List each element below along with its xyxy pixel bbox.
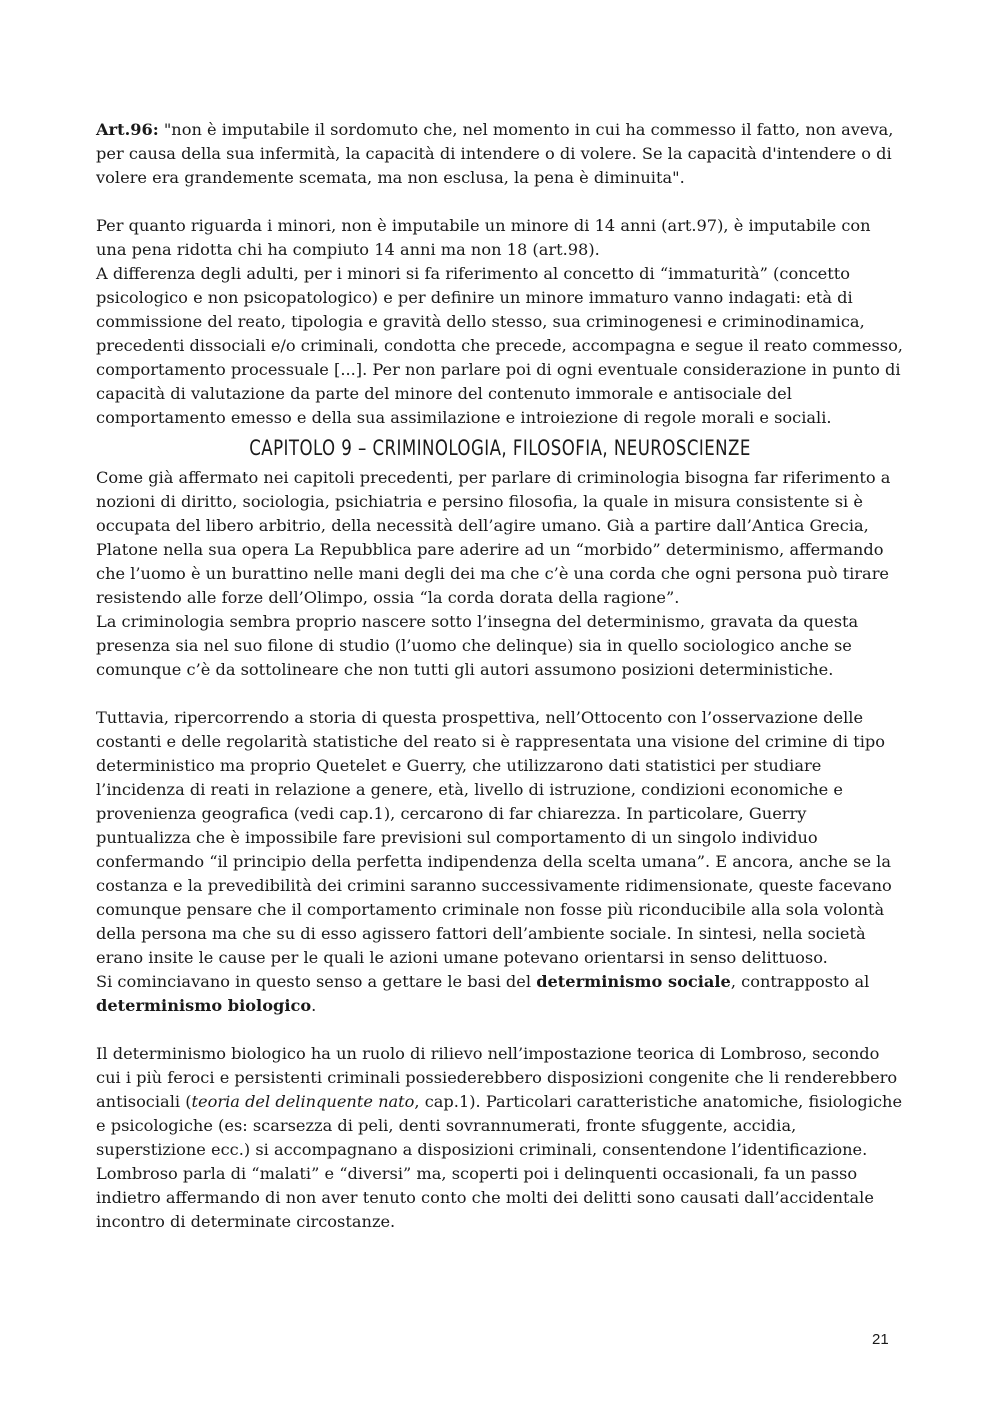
minori-paragraph-1: Per quanto riguarda i minori, non è imputabile un minore di 14 anni (art.97), è imputabile con una pena ridotta chi ha compiuto 14 anni ma non 18 (art.98). — [96, 216, 871, 259]
p4-text-start: Si cominciavano in questo senso a gettare le basi del — [96, 972, 537, 991]
paragraph-gap — [96, 1018, 904, 1042]
p4-text-end: . — [311, 996, 317, 1015]
p4-text-middle: , contrapposto al — [730, 972, 870, 991]
determinismo-sociale-term: determinismo sociale — [536, 972, 731, 991]
chapter-heading: CAPITOLO 9 – CRIMINOLOGIA, FILOSOFIA, NEUROSCIENZE — [249, 436, 751, 460]
chapter-paragraph-5 — [96, 1042, 904, 1234]
chapter-paragraph-4 — [96, 970, 904, 1018]
p5-text-start: Il determinismo biologico ha un ruolo di rilievo nell’impostazione teorica di Lombroso, secondo cui i più feroci e persistenti criminali possiederebbero disposizioni congenite che li renderebbero antisociali ( — [96, 1044, 898, 1111]
page-content — [96, 118, 904, 1234]
p5-text-end: , cap.1). Particolari caratteristiche anatomiche, fisiologiche e psicologiche (es: scarsezza di peli, denti sovrannumerati, fronte sfuggente, accidia, superstizione ecc.) si accompagnano a disposizioni criminali, consentendone l’identificazione. Lombroso parla di “malati” e “diversi” ma, scoperti poi i delinquenti occasionali, fa un passo indietro affermando di non aver tenuto conto che molti dei delitti sono causati dall’accidentale incontro di determinate circostanze. — [96, 1092, 903, 1231]
chapter-paragraph-2: La criminologia sembra proprio nascere sotto l’insegna del determinismo, gravata da questa presenza sia nel suo filone di studio (l’uomo che delinque) sia in quello sociologico anche se comunque c’è da sottolineare che non tutti gli autori assumono posizioni deterministiche. — [96, 612, 859, 679]
art96-text: "non è imputabile il sordomuto che, nel momento in cui ha commesso il fatto, non aveva, per causa della sua infermità, la capacità di intendere o di volere. Se la capacità d'intendere o di volere era grandemente scemata, ma non esclusa, la pena è diminuita". — [96, 120, 894, 187]
teoria-delinquente-nato-term: teoria del delinquente nato — [191, 1092, 415, 1111]
chapter-paragraph-1: Come già affermato nei capitoli precedenti, per parlare di criminologia bisogna far riferimento a nozioni di diritto, sociologia, psichiatria e persino filosofia, la quale in misura consistente si è occupata del libero arbitrio, della necessità dell’agire umano. Già a partire dall’Antica Grecia, Platone nella sua opera La Repubblica pare aderire ad un “morbido” determinismo, affermando che l’uomo è un burattino nelle mani degli dei ma che c’è una corda che ogni persona può tirare resistendo alle forze dell’Olimpo, ossia “la corda dorata della ragione”. — [96, 468, 891, 607]
chapter-paragraph-3: Tuttavia, ripercorrendo a storia di questa prospettiva, nell’Ottocento con l’osservazione delle costanti e delle regolarità statistiche del reato si è rappresentata una visione del crimine di tipo deterministico ma proprio Quetelet e Guerry, che utilizzarono dati statistici per studiare l’incidenza di reati in relazione a genere, età, livello di istruzione, condizioni economiche e provenienza geografica (vedi cap.1), cercarono di far chiarezza. In particolare, Guerry puntualizza che è impossibile fare previsioni sul comportamento di un singolo individuo confermando “il principio della perfetta indipendenza della scelta umana”. E ancora, anche se la costanza e la prevedibilità dei crimini saranno successivamente ridimensionate, queste facevano comunque pensare che il comportamento criminale non fosse più riconducibile alla sola volontà della persona ma che su di esso agissero fattori dell’ambiente sociale. In sintesi, nella società erano insite le cause per le quali le azioni umane potevano orientarsi in senso delittuoso. — [96, 708, 892, 967]
paragraph-gap — [96, 190, 904, 214]
determinismo-biologico-term: determinismo biologico — [96, 996, 312, 1015]
minori-paragraph-2: A differenza degli adulti, per i minori si fa riferimento al concetto di “immaturità” (concetto psicologico e non psicopatologico) e per definire un minore immaturo vanno indagati: età di commissione del reato, tipologia e gravità dello stesso, sua criminogenesi e criminodinamica, precedenti dissociali e/o criminali, condotta che precede, accompagna e segue il reato commesso, comportamento processuale [...]. Per non parlare poi di ogni eventuale considerazione in punto di capacità di valutazione da parte del minore del contenuto immorale e antisociale del comportamento emesso e della sua assimilazione e introiezione di regole morali e sociali. — [96, 264, 903, 427]
page-number: 21 — [872, 1331, 889, 1348]
art96-paragraph — [96, 118, 904, 190]
paragraph-gap — [96, 682, 904, 706]
art96-label: Art.96: — [96, 120, 159, 139]
